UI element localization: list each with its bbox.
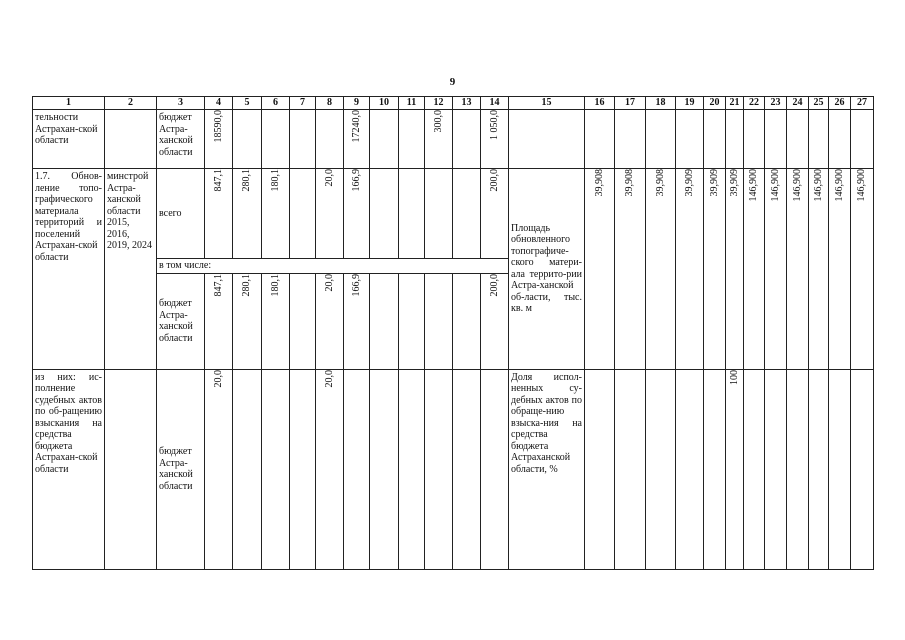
source-cell — [157, 369, 205, 569]
header-cell: 12 — [425, 97, 453, 110]
value-cell — [425, 169, 453, 259]
value-cell — [233, 273, 262, 369]
header-cell: 15 — [509, 97, 585, 110]
target-cell — [787, 110, 809, 169]
in-total-label: в том числе: — [159, 260, 212, 271]
funding-source: бюджет Астра-ханской области — [159, 112, 193, 158]
target-cell — [676, 110, 704, 169]
value-col14: 200,0 — [488, 169, 500, 192]
value-col8: 20,0 — [323, 369, 335, 387]
value-cell — [290, 369, 316, 569]
value-cell — [205, 169, 233, 259]
header-cell: 9 — [344, 97, 370, 110]
value-cell — [290, 110, 316, 169]
target-cell — [585, 110, 615, 169]
activity-name: 1.7. Обнов-ление топо-графического материала территорий и поселений Астрахан-ской области — [35, 171, 102, 263]
header-cell: 2 — [105, 97, 157, 110]
activity-name-cell — [33, 369, 105, 569]
value-cell — [481, 273, 509, 369]
value-cell — [316, 169, 344, 259]
value-cell — [399, 110, 425, 169]
value-cell — [344, 169, 370, 259]
value-cell — [453, 110, 481, 169]
target-cell — [851, 169, 874, 370]
target-value: 146,900 — [812, 169, 824, 202]
target-cell — [809, 369, 829, 569]
header-cell: 27 — [851, 97, 874, 110]
value-cell — [316, 369, 344, 569]
value-col8: 20,0 — [323, 273, 335, 291]
value-cell — [233, 110, 262, 169]
indicator-cell — [509, 110, 585, 169]
target-cell — [744, 110, 765, 169]
value-col5: 280,1 — [241, 273, 253, 296]
target-cell — [704, 110, 726, 169]
value-cell — [233, 369, 262, 569]
indicator-cell — [509, 169, 585, 370]
value-cell — [290, 273, 316, 369]
funding-source: бюджет Астра-ханской области — [159, 298, 193, 344]
header-cell: 23 — [765, 97, 787, 110]
value-col9: 17240,0 — [350, 110, 362, 143]
target-cell — [787, 369, 809, 569]
value-cell — [262, 369, 290, 569]
header-cell: 22 — [744, 97, 765, 110]
target-cell — [851, 110, 874, 169]
target-value: 100 — [728, 369, 740, 385]
target-value: 146,900 — [769, 169, 781, 202]
value-cell — [453, 369, 481, 569]
target-cell — [726, 169, 744, 370]
value-cell — [425, 110, 453, 169]
value-cell — [399, 273, 425, 369]
value-cell — [205, 110, 233, 169]
header-cell: 26 — [829, 97, 851, 110]
value-col6: 180,1 — [269, 273, 281, 296]
header-cell: 17 — [615, 97, 646, 110]
target-value: 39,909 — [683, 169, 695, 197]
target-cell — [829, 110, 851, 169]
header-cell: 24 — [787, 97, 809, 110]
target-cell — [646, 169, 676, 370]
subheading-cell — [157, 259, 509, 274]
value-cell — [262, 110, 290, 169]
page-number: 9 — [449, 76, 456, 88]
target-cell — [726, 110, 744, 169]
indicator-cell — [509, 369, 585, 569]
target-cell — [646, 110, 676, 169]
value-cell — [344, 369, 370, 569]
value-cell — [370, 369, 399, 569]
target-cell — [615, 369, 646, 569]
value-cell — [481, 110, 509, 169]
header-cell: 10 — [370, 97, 399, 110]
value-cell — [370, 110, 399, 169]
target-cell — [809, 169, 829, 370]
target-cell — [744, 369, 765, 569]
value-col5: 280,1 — [241, 169, 253, 192]
target-cell — [744, 169, 765, 370]
activity-name: тельности Астрахан-ской области — [35, 112, 98, 146]
target-cell — [851, 369, 874, 569]
value-col14: 1 050,0 — [488, 110, 500, 140]
executor-cell — [105, 110, 157, 169]
header-cell: 18 — [646, 97, 676, 110]
header-cell: 7 — [290, 97, 316, 110]
header-cell: 25 — [809, 97, 829, 110]
target-value: 39,909 — [708, 169, 720, 197]
header-cell: 11 — [399, 97, 425, 110]
activity-name-cell — [33, 169, 105, 370]
value-cell — [290, 169, 316, 259]
header-cell: 19 — [676, 97, 704, 110]
value-col12: 300,0 — [432, 110, 444, 133]
value-cell — [344, 273, 370, 369]
budget-table — [32, 96, 874, 570]
target-value: 146,900 — [856, 169, 868, 202]
value-col6: 180,1 — [269, 169, 281, 192]
value-col9: 166,9 — [350, 169, 362, 192]
value-col14: 200,0 — [488, 273, 500, 296]
header-cell: 16 — [585, 97, 615, 110]
indicator-name: Доля испол-ненных су-дебных актов по обраще-нию взыска-ния на средства бюджета Астраханской области, % — [511, 371, 582, 475]
header-cell: 4 — [205, 97, 233, 110]
funding-source: бюджет Астра-ханской области — [159, 446, 193, 492]
value-cell — [316, 110, 344, 169]
header-cell: 21 — [726, 97, 744, 110]
funding-source: всего — [159, 207, 182, 219]
target-cell — [615, 110, 646, 169]
header-cell: 6 — [262, 97, 290, 110]
target-value: 146,900 — [791, 169, 803, 202]
value-cell — [205, 273, 233, 369]
target-cell — [704, 169, 726, 370]
target-cell — [676, 169, 704, 370]
target-value: 146,900 — [748, 169, 760, 202]
target-cell — [585, 369, 615, 569]
value-cell — [262, 169, 290, 259]
value-cell — [316, 273, 344, 369]
executor: минстрой Астра-ханской области 2015, 2016, 2019, 2024 — [107, 171, 152, 251]
executor-cell — [105, 369, 157, 569]
target-cell — [646, 369, 676, 569]
source-cell — [157, 110, 205, 169]
value-cell — [233, 169, 262, 259]
value-col4: 18590,0 — [212, 110, 224, 143]
target-value: 39,908 — [654, 169, 666, 197]
target-value: 39,908 — [593, 169, 605, 197]
target-value: 39,908 — [624, 169, 636, 197]
header-cell: 1 — [33, 97, 105, 110]
target-cell — [615, 169, 646, 370]
value-cell — [205, 369, 233, 569]
value-cell — [481, 369, 509, 569]
value-col4: 20,0 — [212, 369, 224, 387]
activity-name: из них: ис-полнение судебных актов по об-ращению взыскания на средства бюджета Астрахан-ской области — [35, 371, 102, 475]
value-col4: 847,1 — [212, 273, 224, 296]
target-cell — [765, 110, 787, 169]
table-row-continuation — [33, 110, 874, 169]
source-cell — [157, 169, 205, 259]
value-cell — [344, 110, 370, 169]
value-col9: 166,9 — [350, 273, 362, 296]
target-cell — [676, 369, 704, 569]
target-cell — [829, 169, 851, 370]
target-value: 39,909 — [728, 169, 740, 197]
value-col4: 847,1 — [212, 169, 224, 192]
target-cell — [765, 169, 787, 370]
value-cell — [370, 169, 399, 259]
value-cell — [425, 273, 453, 369]
target-cell — [704, 369, 726, 569]
target-cell — [585, 169, 615, 370]
target-cell — [787, 169, 809, 370]
value-cell — [370, 273, 399, 369]
header-cell: 8 — [316, 97, 344, 110]
indicator-name: Площадь обновленного топографиче-ского матери-ала террито-рии Астра-ханской об-ласти, тыс. кв. м — [511, 222, 582, 315]
value-cell — [425, 369, 453, 569]
header-cell: 13 — [453, 97, 481, 110]
target-value: 146,900 — [833, 169, 845, 202]
value-cell — [399, 169, 425, 259]
header-cell: 5 — [233, 97, 262, 110]
value-col8: 20,0 — [323, 169, 335, 187]
table-row-total — [33, 169, 874, 259]
value-cell — [262, 273, 290, 369]
source-cell — [157, 273, 205, 369]
value-cell — [399, 369, 425, 569]
value-cell — [453, 273, 481, 369]
target-cell — [829, 369, 851, 569]
target-cell — [809, 110, 829, 169]
header-cell: 20 — [704, 97, 726, 110]
target-cell — [765, 369, 787, 569]
header-cell: 3 — [157, 97, 205, 110]
target-cell — [726, 369, 744, 569]
header-row — [33, 97, 874, 110]
executor-cell — [105, 169, 157, 370]
header-cell: 14 — [481, 97, 509, 110]
value-cell — [481, 169, 509, 259]
value-cell — [453, 169, 481, 259]
activity-name-cell — [33, 110, 105, 169]
table-row-court-acts — [33, 369, 874, 569]
